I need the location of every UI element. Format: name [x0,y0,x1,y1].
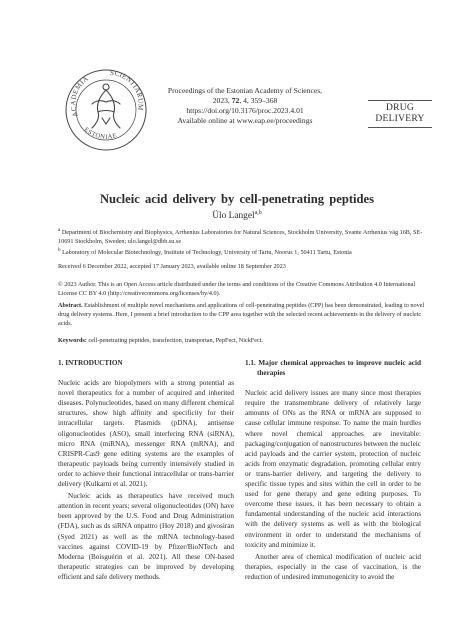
author-affiliation-marks: a,b [254,210,262,216]
received-dates: Received 6 December 2022, accepted 17 January 2023, available online 18 September 2023 [58,263,286,270]
seal-text-bottom: ESTONIAE [82,126,118,141]
category-badge [368,98,432,130]
affiliations [58,226,430,257]
right-column [245,358,421,584]
available-online: Available online at www.eap.ee/proceedings [177,116,313,125]
doi-link[interactable]: https://doi.org/10.3176/proc.2023.4.01 [186,106,304,115]
article-title: Nucleic acid delivery by cell-penetrating peptides [99,192,375,206]
license-notice: © 2023 Author. This is an Open Access article distributed under the terms and conditions of the Creative Commons Attribution 4.0 International License CC BY 4.0 (http://creativecommons.org/licenses/by/4.0). [58,281,416,297]
journal-name: Proceedings of the Estonian Academy of Sciences, [167,86,323,95]
academy-seal-logo [62,66,150,154]
svg-text:SCIENTIARUM [110,69,145,111]
journal-header [150,86,340,126]
journal-volume: 72 [231,96,240,105]
svg-text:ACADEMIA [69,74,90,118]
abstract [58,301,430,328]
journal-citation: 2023, 72, 4, 359–368 [212,96,278,105]
badge-bottom-rule [368,127,432,128]
seal-text-top-left: ACADEMIA [69,74,91,119]
svg-text:ESTONIAE [83,126,118,141]
keywords-label: Keywords: [58,337,87,344]
left-column [58,358,234,584]
subsection-heading: 1.1. Major chemical approaches to improve nucleic acid therapies [245,359,421,378]
author-line [40,210,434,221]
keywords-text: cell-penetrating peptides, transfection, transportan, PepFect, NickFect. [86,337,263,344]
body-paragraph: Nucleic acids as therapeutics have received much attention in recent years; several oligonucleotides (ON) have been approved by the U.S. Food and Drug Administration (FDA), such as ds siRNA onpattro (Hoy 2018) and givosiran (Syed 2021) as well as the mRNA technology-based vaccines against COVID-19 by Pfizer/BioNTech and Moderna (Boisguérin et al. 2021). All these ON-based therapeutic strategies can be improved by developing efficient and safe delivery methods. [58,492,234,581]
body-paragraph: Nucleic acids are biopolymers with a strong potential as novel therapeutics for a number of acquired and inherited diseases. Polynucleotides, based on many different chemical structures, show high affinity and specificity for their intracellular targets. Plasmids (pDNA), antisense oligonucleotides (ASO), small interfering RNA (siRNA), micro RNA (miRNA), messenger RNA (mRNA), and CRISPR-Cas9 gene editing systems are the examples of therapeutic payloads being currently intensively studied in order to achieve their functional intracellular or trans-barrier delivery (Kulkarni et al. 2021). [58,379,234,489]
section-heading-introduction: 1. INTRODUCTION [58,359,123,367]
badge-top-rule [368,100,432,101]
author-name: Ülo Langel [212,211,255,222]
affiliation-b: $^b$ Laboratory of Molecular Biotechnology, Institute of Technology, University of Tartu, Noorus 1, 50411 Tartu, Estonia [58,247,352,257]
body-paragraph: Another area of chemical modification of nucleic acid therapies, especially in the case of vaccination, is the reduction of undesired immunogenicity to avoid the [245,552,421,581]
badge-line-1: DRUG [385,103,415,113]
badge-line-2: DELIVERY [375,114,425,124]
keywords [58,336,430,345]
body-paragraph: Nucleic acid delivery issues are many since most therapies require the transmembrane delivery of relatively large amounts of ONs as the RNA or mRNA are supposed to cause cellular immune response. To name the main hurdles where novel chemical approaches are inevitable: packaging/conjugation of nanostructures between the nucleic acid payloads and the carrier system, protection of nucleic acids from enzymatic degradation, promoting cellular entry or trans-barrier delivery, and targeting the delivery to specific tissue types and sites within the cell in order to be used for gene therapy and gene editing purposes. To overcome these issues, it has been necessary to obtain a fundamental understanding of the nucleic acid interactions with the delivery systems as well as with the biological environment in order to understand the mechanisms of toxicity and minimize it. [245,389,421,549]
abstract-text: Establishment of multiple novel mechanisms and applications of cell-penetrating peptides (CPP) has been demonstrated, leading to novel drug delivery systems. Here, I present a brief introduction to the CPP area together with the selected recent achievements in the delivery of nucleic acids. [58,302,425,327]
abstract-label: Abstract. [58,302,83,309]
affiliation-a: $^a$ Department of Biochemistry and Biophysics, Arrhenius Laboratories for Natural Sciences, Stockholm University, Svante Arrhenius väg 16B, SE-10691 Stockholm, Sweden; ulo.langel@dbb.su.se [58,227,423,246]
seal-text-top-right: SCIENTIARUM [109,68,145,111]
